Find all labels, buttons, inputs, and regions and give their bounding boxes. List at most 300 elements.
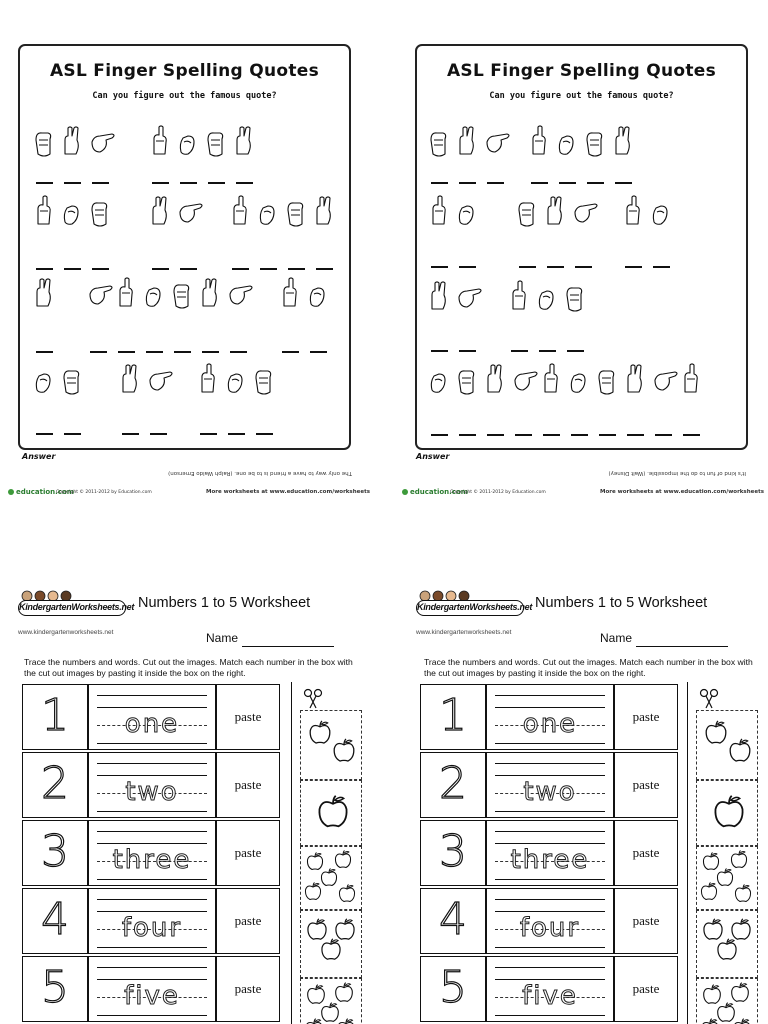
answer-blank[interactable] [615,182,632,184]
answer-blank[interactable] [625,266,642,268]
cutout-image[interactable] [300,910,362,978]
kindergarten-logo [416,588,533,626]
answer-blank[interactable] [64,182,81,184]
answer-blank[interactable] [122,433,139,435]
cutout-image[interactable] [696,978,758,1024]
trace-word[interactable]: two [125,777,179,807]
hand-sign-icon [515,372,537,390]
number-row [420,820,678,886]
answer-blank[interactable] [571,434,588,436]
hand-sign-icon [123,365,136,392]
logo-dot-icon [402,489,408,495]
answer-blank[interactable] [511,350,528,352]
number-row [420,888,678,954]
number-cell [22,684,88,750]
word-cell [88,956,216,1022]
answer-blank[interactable] [256,433,273,435]
hand-sign-icon [599,371,614,394]
answer-blank[interactable] [236,182,253,184]
paste-label: paste [234,709,262,724]
cutout-column [300,688,362,1024]
answer-blank[interactable] [180,182,197,184]
hand-row [20,364,350,398]
guide-line [495,831,605,832]
asl-footer [8,488,370,500]
answer-blank[interactable] [260,268,277,270]
trace-word[interactable]: five [522,981,578,1011]
guide-line [495,879,605,880]
guide-line [97,763,207,764]
answer-blank[interactable] [152,182,169,184]
answer-blank[interactable] [459,434,476,436]
hand-sign-icon [64,206,78,224]
answer-blanks [20,182,350,186]
hand-sign-icon [587,133,602,156]
hand-sign-icon [628,365,641,392]
answer-blank[interactable] [146,351,163,353]
hand-sign-icon [228,374,242,392]
paste-label: paste [632,981,660,996]
hand-sign-icon [513,281,525,309]
answer-blank[interactable] [599,434,616,436]
paste-label: paste [234,913,262,928]
hand-sign-icon [146,288,160,306]
answer-blank[interactable] [431,350,448,352]
answer-blank[interactable] [519,266,536,268]
word-cell [486,820,614,886]
hand-sign-icon [653,206,667,224]
trace-number[interactable]: 5 [41,962,69,1013]
cutout-image[interactable] [300,780,362,846]
paste-label: paste [632,709,660,724]
apple-icon [703,719,729,745]
kindergarten-logo [18,588,135,626]
trace-word[interactable]: three [510,845,590,875]
paste-label: paste [632,777,660,792]
name-line [242,646,334,647]
answer-blank[interactable] [487,182,504,184]
answer-blank[interactable] [174,351,191,353]
answer-blank[interactable] [118,351,135,353]
answer-blank[interactable] [431,434,448,436]
paste-box[interactable] [614,956,678,1022]
word-cell [486,956,614,1022]
answer-blank[interactable] [202,351,219,353]
number-cell [420,956,486,1022]
answer-blank[interactable] [431,266,448,268]
hand-sign-icon [533,126,545,154]
guide-line [97,831,207,832]
guide-line [495,899,605,900]
answer-blank[interactable] [587,182,604,184]
hand-sign-icon [202,364,214,392]
hand-sign-icon [284,278,296,306]
hand-sign-icon [616,127,629,154]
apple-icon [727,737,753,763]
trace-number[interactable]: 3 [439,826,467,877]
hand-signs [20,126,350,160]
hand-sign-icon [460,127,473,154]
answer-blank[interactable] [64,268,81,270]
guide-line [495,947,605,948]
apple-icon [335,1017,357,1024]
hand-sign-icon [310,288,324,306]
asl-card [18,44,351,450]
answer-blank[interactable] [683,434,700,436]
guide-line [495,811,605,812]
guide-line [495,967,605,968]
trace-number[interactable]: 3 [41,826,69,877]
answer-text: The only way to have a friend is to be one. (Ralph Waldo Emerson) [168,470,352,476]
answer-blank[interactable] [567,350,584,352]
hand-row [417,364,747,398]
apple-icon [333,849,353,869]
answer-blank[interactable] [180,268,197,270]
trace-number[interactable]: 2 [41,758,69,809]
logo-badge: KindergartenWorksheets.net [18,600,126,616]
hand-sign-icon [234,196,246,224]
apple-icon [731,1017,753,1024]
number-cell [22,820,88,886]
answer-blank[interactable] [288,268,305,270]
answer-blank[interactable] [515,434,532,436]
cutout-image[interactable] [696,910,758,978]
answer-blank[interactable] [36,268,53,270]
hand-sign-icon [37,279,50,306]
answer-blank[interactable] [200,433,217,435]
guide-line [97,775,207,776]
number-cell [420,684,486,750]
answer-blank[interactable] [64,433,81,435]
answer-blank[interactable] [36,433,53,435]
hand-sign-icon [208,133,223,156]
hand-row [20,126,350,160]
hand-sign-icon [548,197,561,224]
hand-sign-icon [180,136,194,154]
apple-icon [319,937,343,961]
apple-icon [729,849,749,869]
number-row [22,752,280,818]
paste-box[interactable] [216,752,280,818]
hand-sign-icon [36,374,50,392]
hand-sign-icon [655,372,677,390]
paste-box[interactable] [216,684,280,750]
asl-worksheet-left [0,0,384,512]
answer-blank[interactable] [228,433,245,435]
hand-sign-icon [64,371,79,394]
hand-sign-icon [459,289,481,307]
trace-word[interactable]: three [112,845,192,875]
divider-line [687,682,688,1024]
trace-word[interactable]: five [124,981,180,1011]
cutout-image[interactable] [300,846,362,910]
name-line [636,646,728,647]
apple-icon [333,981,355,1003]
hand-sign-icon [433,196,445,224]
trace-number[interactable]: 1 [439,690,467,741]
hand-sign-icon [571,374,585,392]
guide-line [97,947,207,948]
instructions: Trace the numbers and words. Cut out the images. Match each number in the box with the cut out images by pasting it inside the box on the right. [424,657,753,678]
answer-blanks [20,433,350,437]
hand-row [417,196,747,230]
apple-icon [337,883,357,903]
paste-label: paste [234,845,262,860]
trace-word[interactable]: one [522,709,578,739]
answer-blank[interactable] [150,433,167,435]
paste-label: paste [632,913,660,928]
number-row [22,888,280,954]
answer-blank[interactable] [543,434,560,436]
logo-text: education.com [16,488,75,496]
cutout-image[interactable] [696,846,758,910]
guide-line [97,743,207,744]
trace-number[interactable]: 1 [41,690,69,741]
paste-label: paste [632,845,660,860]
number-row [22,956,280,1022]
cutout-image[interactable] [300,978,362,1024]
asl-subtitle: Can you figure out the famous quote? [489,91,674,101]
guide-line [97,979,207,980]
paste-box[interactable] [614,684,678,750]
paste-box[interactable] [216,888,280,954]
paste-box[interactable] [614,820,678,886]
hand-sign-icon [559,136,573,154]
hand-sign-icon [539,291,553,309]
number-cell [22,888,88,954]
answer-label: Answer [22,452,56,461]
more-worksheets: More worksheets at www.education.com/worksheets [206,489,370,495]
answer-blank[interactable] [627,434,644,436]
hand-sign-icon [38,196,50,224]
paste-box[interactable] [216,956,280,1022]
answer-blank[interactable] [230,351,247,353]
site-url: www.kindergartenworksheets.net [18,629,114,636]
word-cell [88,684,216,750]
guide-line [495,843,605,844]
answer-upside-down [416,470,746,478]
hand-row [20,196,350,230]
asl-worksheet-right [384,0,768,512]
divider-line [291,682,292,1024]
answer-blank[interactable] [547,266,564,268]
trace-number[interactable]: 2 [439,758,467,809]
answer-blank[interactable] [653,266,670,268]
guide-line [97,967,207,968]
hand-sign-icon [150,372,172,390]
answer-blanks [20,268,350,272]
paste-label: paste [234,981,262,996]
cutout-column [696,688,758,1024]
instructions: Trace the numbers and words. Cut out the images. Match each number in the box with the cut out images by pasting it inside the box on the right. [24,657,353,678]
name-label: Name [206,631,239,645]
hand-sign-icon [545,364,557,392]
apple-icon [303,881,323,901]
trace-number[interactable]: 4 [439,894,467,945]
guide-line [97,695,207,696]
copyright: Copyright © 2011-2012 by Education.com [56,490,152,495]
apple-icon [711,793,747,829]
cutout-image[interactable] [300,710,362,780]
trace-word[interactable]: two [523,777,577,807]
hand-sign-icon [459,206,473,224]
answer-blanks [417,350,747,354]
logo-dot-icon [8,489,14,495]
word-cell [88,752,216,818]
hand-sign-icon [487,134,509,152]
hand-sign-icon [92,134,114,152]
hand-sign-icon [36,133,51,156]
answer-blank[interactable] [459,182,476,184]
asl-title: ASL Finger Spelling Quotes [446,61,717,81]
hand-sign-icon [180,204,202,222]
logo-badge: KindergartenWorksheets.net [416,600,524,616]
more-worksheets: More worksheets at www.education.com/worksheets [600,489,764,495]
numbers-worksheet-left [0,512,384,1024]
logo-text: education.com [410,488,469,496]
hand-signs [417,281,747,315]
number-cell [420,888,486,954]
answer-blank[interactable] [232,268,249,270]
copyright: Copyright © 2011-2012 by Education.com [450,490,546,495]
guide-line [97,911,207,912]
number-row [420,684,678,750]
apple-icon [331,737,357,763]
guide-line [97,1015,207,1016]
guide-line [97,879,207,880]
cutout-image[interactable] [696,710,758,780]
site-url: www.kindergartenworksheets.net [416,629,512,636]
guide-line [495,695,605,696]
answer-blanks [20,351,350,355]
asl-title: ASL Finger Spelling Quotes [49,61,320,81]
answer-blank[interactable] [92,268,109,270]
trace-number[interactable]: 4 [41,894,69,945]
hand-sign-icon [431,374,445,392]
guide-line [495,979,605,980]
hand-sign-icon [154,126,166,154]
answer-blanks [417,182,747,186]
hand-sign-icon [237,127,250,154]
answer-upside-down [22,470,352,478]
trace-word[interactable]: one [124,709,180,739]
answer-blank[interactable] [282,351,299,353]
hand-signs [417,196,747,230]
hand-sign-icon [65,127,78,154]
trace-number[interactable]: 5 [439,962,467,1013]
answer-blank[interactable] [90,351,107,353]
hand-sign-icon [627,196,639,224]
answer-blank[interactable] [655,434,672,436]
hand-row [417,281,747,315]
cutout-image[interactable] [696,780,758,846]
answer-blank[interactable] [575,266,592,268]
hand-signs [417,364,747,398]
paste-box[interactable] [216,820,280,886]
answer-blank[interactable] [316,268,333,270]
hand-sign-icon [685,364,697,392]
hand-sign-icon [174,285,189,308]
number-cell [22,956,88,1022]
asl-footer [402,488,764,500]
number-row [22,684,280,750]
apple-icon [715,937,739,961]
word-cell [88,888,216,954]
name-label: Name [600,631,633,645]
answer-blank[interactable] [36,351,53,353]
apple-icon [729,981,751,1003]
hand-sign-icon [519,203,534,226]
hand-sign-icon [432,282,445,309]
hand-sign-icon [92,203,107,226]
number-row [420,956,678,1022]
hand-sign-icon [575,204,597,222]
guide-line [97,707,207,708]
answer-label: Answer [416,452,450,461]
hand-signs [20,364,350,398]
word-cell [486,888,614,954]
answer-blank[interactable] [36,182,53,184]
hand-sign-icon [288,203,303,226]
hand-sign-icon [120,278,132,306]
answer-blank[interactable] [559,182,576,184]
answer-blank[interactable] [152,268,169,270]
guide-line [495,707,605,708]
paste-box[interactable] [614,752,678,818]
guide-line [97,899,207,900]
answer-blank[interactable] [459,266,476,268]
hand-sign-icon [317,197,330,224]
asl-card [415,44,748,450]
number-row [420,752,678,818]
hand-signs [417,126,747,160]
hand-sign-icon [230,286,252,304]
answer-blank[interactable] [208,182,225,184]
hand-sign-icon [431,133,446,156]
hand-sign-icon [488,365,501,392]
answer-blank[interactable] [310,351,327,353]
trace-word[interactable]: four [121,913,183,943]
hand-sign-icon [567,288,582,311]
answer-blank[interactable] [531,182,548,184]
hand-sign-icon [260,206,274,224]
answer-text: It's kind of fun to do the impossible. (Walt Disney) [608,470,746,476]
answer-blank[interactable] [431,182,448,184]
answer-blanks [417,434,747,438]
guide-line [495,763,605,764]
scissors-icon [698,688,720,710]
scissors-icon [302,688,324,710]
worksheet-title: Numbers 1 to 5 Worksheet [138,595,311,611]
paste-box[interactable] [614,888,678,954]
guide-line [495,1015,605,1016]
number-cell [22,752,88,818]
trace-word[interactable]: four [519,913,581,943]
apple-icon [307,719,333,745]
answer-blank[interactable] [459,350,476,352]
apple-icon [303,1017,325,1024]
apple-icon [733,883,753,903]
guide-line [495,911,605,912]
paste-label: paste [234,777,262,792]
apple-icon [699,881,719,901]
answer-blank[interactable] [487,434,504,436]
answer-blank[interactable] [92,182,109,184]
apple-icon [315,793,351,829]
answer-blank[interactable] [539,350,556,352]
hand-row [417,126,747,160]
asl-subtitle: Can you figure out the famous quote? [92,91,277,101]
